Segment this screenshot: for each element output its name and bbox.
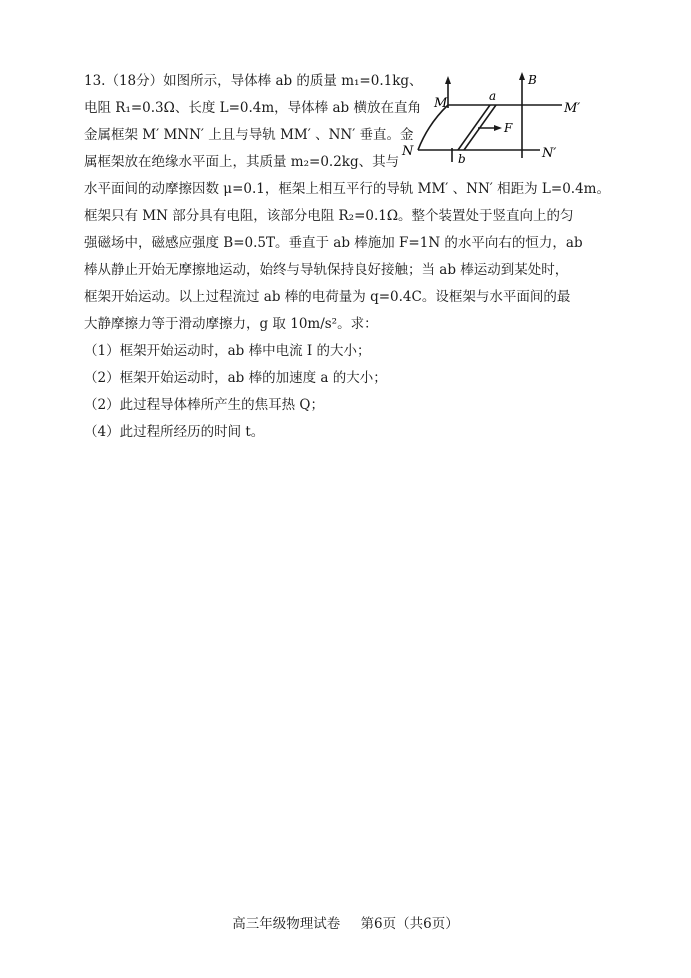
label-b-field: B xyxy=(528,73,537,87)
field-arrowhead-left xyxy=(445,76,451,84)
label-m: M xyxy=(434,96,448,111)
exam-title: 高三年级物理试卷 xyxy=(232,916,341,932)
label-m-prime: M′ xyxy=(564,101,581,116)
problem-line-10: 大静摩擦力等于滑动摩擦力，g 取 10m/s²。求： xyxy=(84,316,378,332)
frame-rod-figure xyxy=(390,62,600,172)
problem-line-4: 属框架放在绝缘水平面上，其质量 m₂=0.2kg、其与 xyxy=(84,154,400,170)
problem-line-7: 强磁场中，磁感应强度 B=0.5T。垂直于 ab 棒施加 F=1N 的水平向右的恒力，ab xyxy=(84,235,583,251)
label-n-prime: N′ xyxy=(542,146,557,161)
problem-line-1: 13.（18分）如图所示，导体棒 ab 的质量 m₁=0.1kg、 xyxy=(84,73,423,89)
problem-line-5: 水平面间的动摩擦因数 μ=0.1，框架上相互平行的导轨 MM′ 、NN′ 相距为 L=0.4m。 xyxy=(84,181,610,197)
problem-line-6: 框架只有 MN 部分具有电阻，该部分电阻 R₂=0.1Ω。整个装置处于竖直向上的匀 xyxy=(84,208,574,224)
question-3: （2）此过程导体棒所产生的焦耳热 Q； xyxy=(84,397,324,413)
label-a: a xyxy=(489,89,497,103)
label-b: b xyxy=(458,152,466,166)
field-arrowhead-right xyxy=(519,72,525,80)
problem-line-2: 电阻 R₁=0.3Ω、长度 L=0.4m，导体棒 ab 横放在直角 xyxy=(84,100,421,116)
question-4: （4）此过程所经历的时间 t。 xyxy=(84,424,265,440)
label-f: F xyxy=(504,121,513,135)
question-1: （1）框架开始运动时，ab 棒中电流 I 的大小； xyxy=(84,343,371,359)
problem-line-9: 框架开始运动。以上过程流过 ab 棒的电荷量为 q=0.4C。设框架与水平面间的最 xyxy=(84,289,571,305)
question-2: （2）框架开始运动时，ab 棒的加速度 a 的大小； xyxy=(84,370,387,386)
side-mn xyxy=(418,105,448,150)
force-arrowhead xyxy=(494,125,502,131)
page-number: 第6页（共6页） xyxy=(360,916,459,932)
label-n: N xyxy=(402,144,414,159)
problem-line-8: 棒从静止开始无摩擦地运动，始终与导轨保持良好接触；当 ab 棒运动到某处时， xyxy=(84,262,569,278)
problem-line-3: 金属框架 M′ MNN′ 上且与导轨 MM′ 、NN′ 垂直。金 xyxy=(84,127,414,143)
page-footer xyxy=(0,912,691,932)
